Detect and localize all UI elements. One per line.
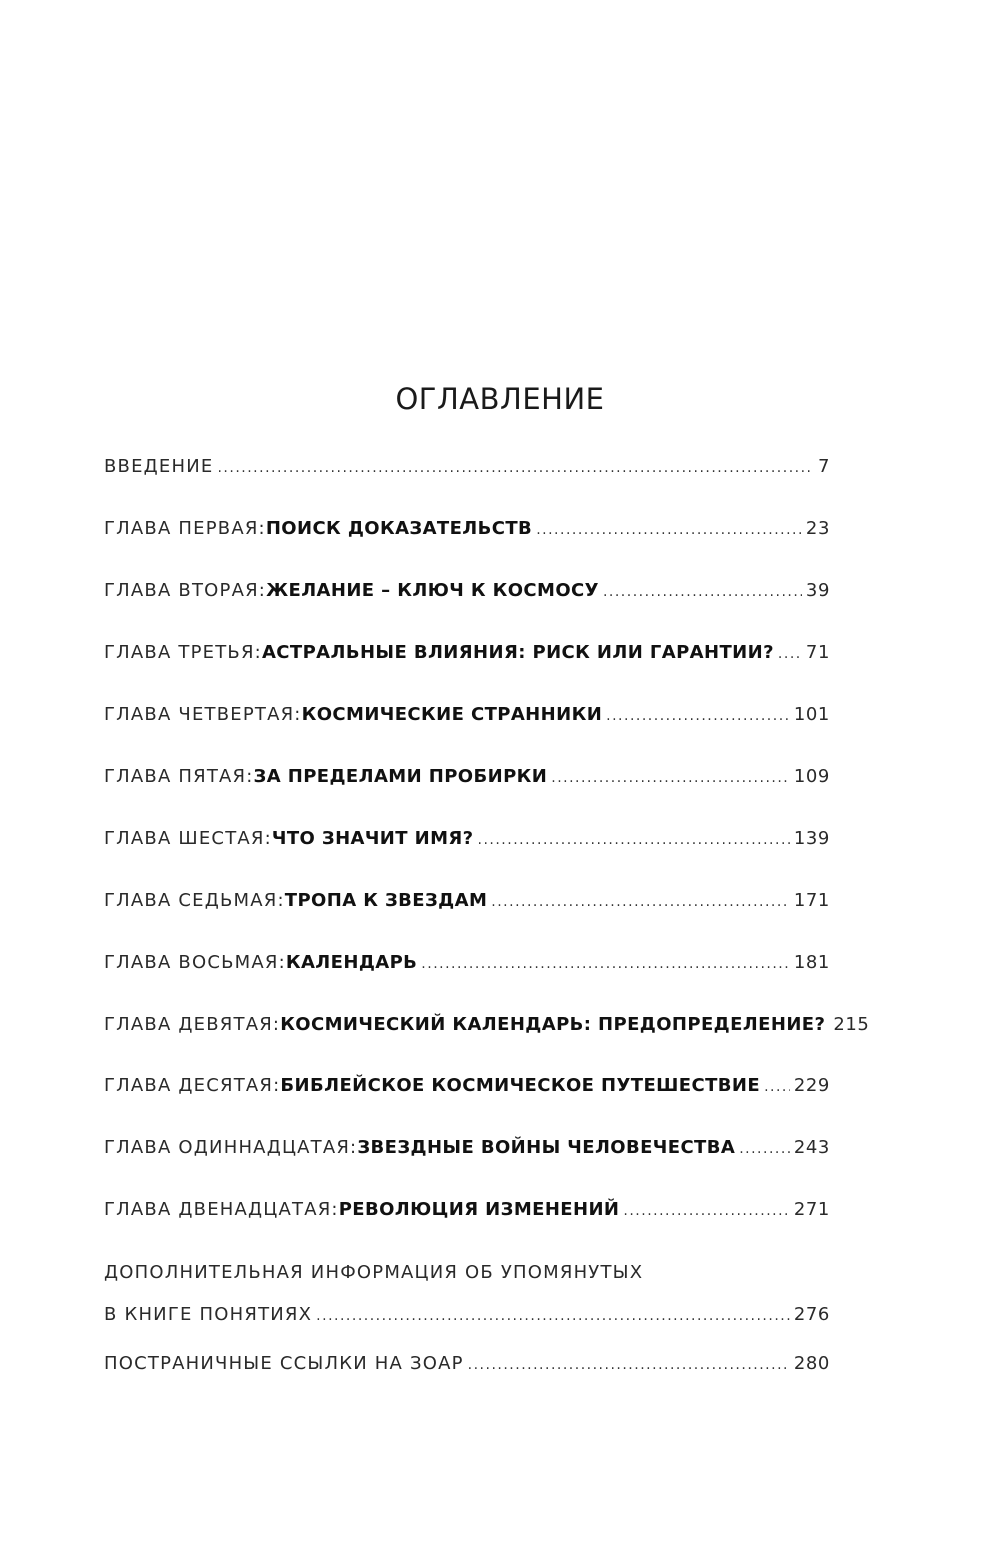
toc-entry-chapter-3[interactable] xyxy=(104,638,830,668)
toc-leader-dots xyxy=(468,1350,790,1380)
toc-entry-prefix: ГЛАВА ОДИННАДЦАТАЯ: xyxy=(104,1137,358,1158)
toc-entry-chapter-11[interactable] xyxy=(104,1133,830,1163)
toc-entry-page: 271 xyxy=(793,1199,830,1220)
toc-leader-dots xyxy=(316,1301,790,1331)
toc-entry-title: ЗА ПРЕДЕЛАМИ ПРОБИРКИ xyxy=(253,766,548,787)
toc-entry-title: АСТРАЛЬНЫЕ ВЛИЯНИЯ: РИСК ИЛИ ГАРАНТИИ? xyxy=(261,642,774,663)
toc-entry-prefix: ГЛАВА ЧЕТВЕРТАЯ: xyxy=(104,704,302,725)
toc-entry-page: 23 xyxy=(805,518,830,539)
toc-entry-prefix: ГЛАВА ДЕВЯТАЯ: xyxy=(104,1014,281,1035)
toc-leader-dots xyxy=(778,639,802,669)
toc-entry-prefix: ВВЕДЕНИЕ xyxy=(104,456,214,477)
toc-entry-chapter-4[interactable] xyxy=(104,700,830,730)
toc-entry-chapter-10[interactable] xyxy=(104,1071,830,1101)
toc-entry-page: 7 xyxy=(817,456,830,477)
toc-entry-title: РЕВОЛЮЦИЯ ИЗМЕНЕНИЙ xyxy=(338,1199,620,1220)
toc-entry-title: ЧТО ЗНАЧИТ ИМЯ? xyxy=(271,828,474,849)
toc-leader-dots xyxy=(764,1072,790,1102)
toc-entry-prefix: ПОСТРАНИЧНЫЕ ССЫЛКИ НА ЗОАР xyxy=(104,1353,464,1374)
toc-entry-title: КАЛЕНДАРЬ xyxy=(285,952,418,973)
toc-entry-title: КОСМИЧЕСКИЙ КАЛЕНДАРЬ: ПРЕДОПРЕДЕЛЕНИЕ? xyxy=(280,1014,826,1035)
toc-entry-prefix: ГЛАВА ПЕРВАЯ: xyxy=(104,518,266,539)
toc-entry-page: 181 xyxy=(793,952,830,973)
toc-entry-chapter-2[interactable] xyxy=(104,576,830,606)
toc-leader-dots xyxy=(536,515,802,545)
page-title: ОГЛАВЛЕНИЕ xyxy=(395,382,605,416)
toc-entry-page: 39 xyxy=(805,580,830,601)
toc-entry-title: ЖЕЛАНИЕ – КЛЮЧ К КОСМОСУ xyxy=(266,580,599,601)
toc-entry-page: 280 xyxy=(793,1353,830,1374)
toc-leader-dots xyxy=(491,887,790,917)
toc-leader-dots xyxy=(739,1134,790,1164)
toc-entry-introduction[interactable] xyxy=(104,452,830,482)
toc-entry-title: ТРОПА К ЗВЕЗДАМ xyxy=(284,890,488,911)
toc-entry-chapter-6[interactable] xyxy=(104,824,830,854)
toc-leader-dots xyxy=(623,1196,789,1226)
toc-entry-page: 71 xyxy=(805,642,830,663)
toc-entry-chapter-12[interactable] xyxy=(104,1195,830,1225)
toc-entry-zohar-links[interactable] xyxy=(104,1349,830,1379)
toc-entry-page: 276 xyxy=(793,1304,830,1325)
toc-entry-page: 243 xyxy=(793,1137,830,1158)
toc-entry-prefix: ГЛАВА ВОСЬМАЯ: xyxy=(104,952,286,973)
toc-entry-prefix: ГЛАВА ДЕСЯТАЯ: xyxy=(104,1075,281,1096)
toc-entry-prefix: В КНИГЕ ПОНЯТИЯХ xyxy=(104,1304,313,1325)
toc-entry-title: КОСМИЧЕСКИЕ СТРАННИКИ xyxy=(301,704,603,725)
toc-entry-chapter-1[interactable] xyxy=(104,514,830,544)
toc-entry-prefix: ГЛАВА ДВЕНАДЦАТАЯ: xyxy=(104,1199,339,1220)
toc-leader-dots xyxy=(606,701,790,731)
toc-entry-chapter-7[interactable] xyxy=(104,886,830,916)
toc-leader-dots xyxy=(551,763,790,793)
toc-entry-chapter-9[interactable] xyxy=(104,1010,870,1040)
toc-entry-chapter-5[interactable] xyxy=(104,762,830,792)
toc-entry-extra-info-line-1[interactable]: ДОПОЛНИТЕЛЬНАЯ ИНФОРМАЦИЯ ОБ УПОМЯНУТЫХ xyxy=(104,1262,644,1283)
toc-entry-page: 109 xyxy=(793,766,830,787)
toc-entry-chapter-8[interactable] xyxy=(104,948,830,978)
toc-entry-page: 229 xyxy=(793,1075,830,1096)
toc-entry-prefix: ГЛАВА ПЯТАЯ: xyxy=(104,766,254,787)
toc-leader-dots xyxy=(603,577,802,607)
toc-leader-dots xyxy=(421,949,790,979)
toc-entry-prefix: ГЛАВА ШЕСТАЯ: xyxy=(104,828,272,849)
toc-entry-prefix: ГЛАВА ТРЕТЬЯ: xyxy=(104,642,262,663)
toc-entry-page: 215 xyxy=(833,1014,870,1035)
toc-entry-page: 171 xyxy=(793,890,830,911)
toc-entry-title: БИБЛЕЙСКОЕ КОСМИЧЕСКОЕ ПУТЕШЕСТВИЕ xyxy=(280,1075,761,1096)
toc-leader-dots xyxy=(478,825,790,855)
toc-entry-prefix: ГЛАВА СЕДЬМАЯ: xyxy=(104,890,285,911)
toc-entry-page: 101 xyxy=(793,704,830,725)
toc-leader-dots xyxy=(217,453,813,483)
toc-entry-title: ПОИСК ДОКАЗАТЕЛЬСТВ xyxy=(265,518,533,539)
toc-entry-extra-info[interactable] xyxy=(104,1300,830,1330)
toc-entry-prefix: ГЛАВА ВТОРАЯ: xyxy=(104,580,267,601)
toc-entry-title: ЗВЕЗДНЫЕ ВОЙНЫ ЧЕЛОВЕЧЕСТВА xyxy=(357,1137,736,1158)
toc-entry-page: 139 xyxy=(793,828,830,849)
